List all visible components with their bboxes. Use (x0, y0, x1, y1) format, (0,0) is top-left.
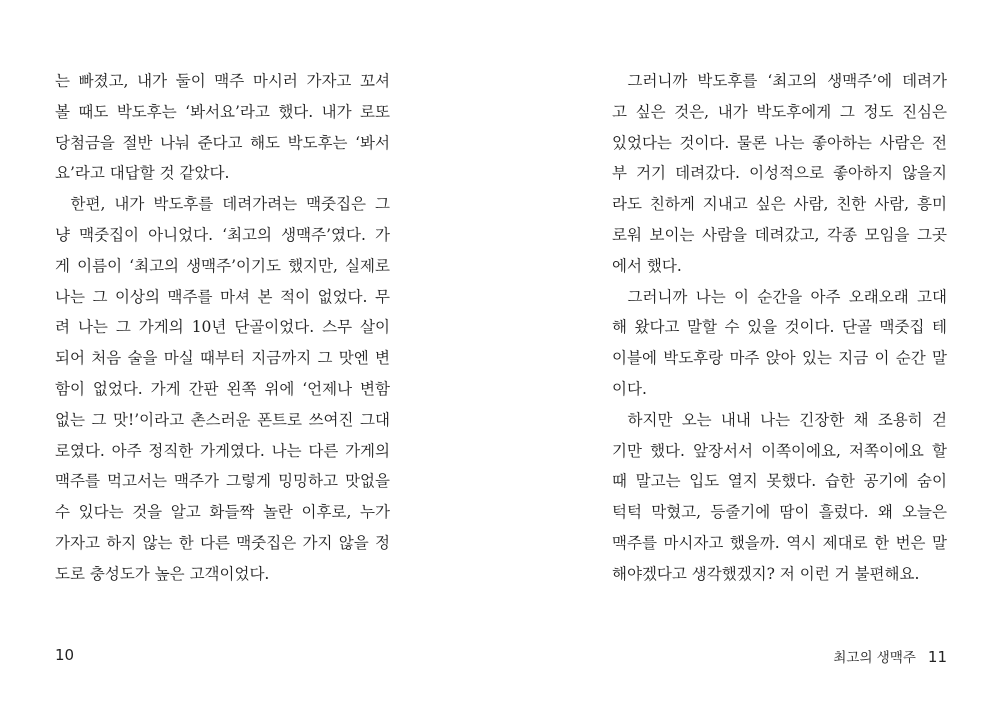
text-line: 해 왔다고 말할 수 있을 것이다. 단골 맥줏집 테 (612, 318, 947, 337)
text-line: 로워 보이는 사람을 데려갔고, 각종 모임을 그곳 (612, 225, 947, 244)
left-page (55, 0, 390, 714)
text-line: 맥주를 먹고서는 맥주가 그렇게 밍밍하고 맛없을 (55, 472, 390, 491)
running-title: 최고의 생맥주 (833, 650, 916, 666)
text-line: 냥 맥줏집이 아니었다. ‘최고의 생맥주’였다. 가 (55, 225, 390, 244)
left-folio (55, 646, 74, 664)
text-line: 당첨금을 절반 나눠 준다고 해도 박도후는 ‘봐서 (55, 133, 390, 152)
text-line: 게 이름이 ‘최고의 생맥주’이기도 했지만, 실제로 (55, 256, 390, 275)
text-line: 때 말고는 입도 열지 못했다. 습한 공기에 숨이 (612, 472, 947, 491)
text-line: 기만 했다. 앞장서서 이쪽이에요, 저쪽이에요 할 (612, 441, 947, 460)
text-line: 가자고 하지 않는 한 다른 맥줏집은 가지 않을 정 (55, 533, 390, 552)
text-line: 맥주를 마시자고 했을까. 역시 제대로 한 번은 말 (612, 533, 947, 552)
text-line: 하지만 오는 내내 나는 긴장한 채 조용히 걷 (627, 410, 947, 429)
text-line: 로였다. 아주 정직한 가게였다. 나는 다른 가게의 (55, 441, 390, 460)
text-line: 고 싶은 것은, 내가 박도후에게 그 정도 진심은 (612, 102, 947, 121)
text-line: 려 나는 그 가게의 10년 단골이었다. 스무 살이 (55, 318, 390, 337)
text-line: 부 거기 데려갔다. 이성적으로 좋아하지 않을지 (612, 164, 947, 183)
text-line: 되어 처음 술을 마실 때부터 지금까지 그 맛엔 변 (55, 349, 390, 368)
text-line: 볼 때도 박도후는 ‘봐서요’라고 했다. 내가 로또 (55, 102, 390, 121)
right-body-text (612, 66, 947, 590)
text-line: 수 있다는 것을 알고 화들짝 놀란 이후로, 누가 (55, 503, 390, 522)
text-line: 라도 친하게 지내고 싶은 사람, 친한 사람, 흥미 (612, 195, 947, 214)
text-line: 그러니까 나는 이 순간을 아주 오래오래 고대 (627, 287, 947, 306)
text-line: 함이 없었다. 가게 간판 왼쪽 위에 ‘언제나 변함 (55, 379, 390, 398)
left-page-number: 10 (55, 646, 75, 664)
text-line: 는 빠졌고, 내가 둘이 맥주 마시러 가자고 꼬셔 (55, 72, 390, 90)
text-line: 도로 충성도가 높은 고객이었다. (55, 564, 270, 583)
right-folio (833, 646, 947, 666)
right-page (612, 0, 947, 714)
text-line: 이블에 박도후랑 마주 앉아 있는 지금 이 순간 말 (612, 349, 947, 368)
text-line: 한편, 내가 박도후를 데려가려는 맥줏집은 그 (70, 195, 390, 214)
text-line: 그러니까 박도후를 ‘최고의 생맥주’에 데려가 (627, 72, 947, 90)
text-line: 있었다는 것이다. 물론 나는 좋아하는 사람은 전 (612, 133, 947, 152)
left-body-text (55, 66, 390, 590)
text-line: 나는 그 이상의 맥주를 마셔 본 적이 없었다. 무 (55, 287, 390, 306)
right-page-number: 11 (927, 648, 947, 666)
text-line: 이다. (612, 379, 647, 398)
text-line: 없는 그 맛!’이라고 촌스러운 폰트로 쓰여진 그대 (55, 410, 390, 429)
text-line: 해야겠다고 생각했겠지? 저 이런 거 불편해요. (612, 564, 920, 583)
text-line: 요’라고 대답할 것 같았다. (55, 164, 230, 183)
text-line: 턱턱 막혔고, 등줄기에 땀이 흘렀다. 왜 오늘은 (612, 503, 947, 522)
text-line: 에서 했다. (612, 256, 682, 275)
